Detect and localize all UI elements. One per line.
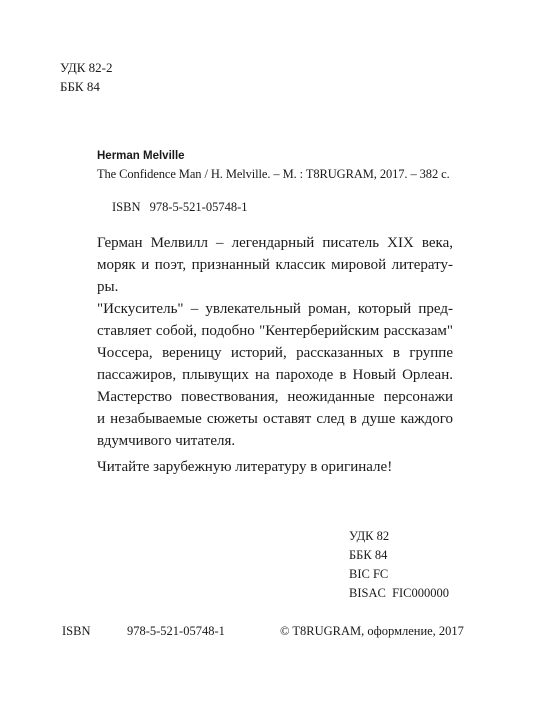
annotation-line: "Искуситель" – увлекательный роман, который пред-: [97, 301, 453, 317]
udk-code: УДК 82: [349, 529, 390, 543]
top-classification: [60, 58, 113, 96]
bbk-code: ББК 84: [349, 548, 388, 562]
author-name: Herman Melville: [97, 150, 185, 162]
copyright-notice: © T8RUGRAM, оформление, 2017: [280, 624, 464, 638]
isbn-top: ISBN 978-5-521-05748-1: [112, 200, 248, 214]
annotation: [97, 232, 453, 478]
annotation-line: моряк и поэт, признанный классик мировой литерату-: [97, 257, 453, 273]
annotation-line: вдумчивого читателя.: [97, 433, 236, 449]
isbn-bottom: ISBN 978-5-521-05748-1: [62, 624, 225, 638]
bottom-classification: [349, 527, 449, 603]
annotation-line: Герман Мелвилл – легендарный писатель XIX века,: [97, 235, 453, 251]
annotation-line: пассажиров, плывущих на пароходе в Новый Орлеан.: [97, 367, 453, 383]
annotation-line: ры.: [97, 279, 119, 295]
annotation-slogan: Читайте зарубежную литературу в оригинале!: [97, 459, 393, 475]
udk-code: УДК 82-2: [60, 60, 113, 75]
bic-code: BIC FC: [349, 567, 389, 581]
bbk-code: ББК 84: [60, 79, 100, 94]
annotation-line: ставляет собой, подобно "Кентерберийским рассказам": [97, 323, 453, 339]
annotation-line: и незабываемые сюжеты оставят след в душе каждого: [97, 411, 453, 427]
annotation-line: Мастерство повествования, неожиданные персонажи: [97, 389, 453, 405]
bisac-code: BISAC FIC000000: [349, 586, 450, 600]
bibliographic-record: The Confidence Man / H. Melville. – M. : T8RUGRAM, 2017. – 382 с.: [97, 167, 450, 181]
annotation-line: Чоссера, вереницу историй, рассказанных в группе: [97, 345, 453, 361]
